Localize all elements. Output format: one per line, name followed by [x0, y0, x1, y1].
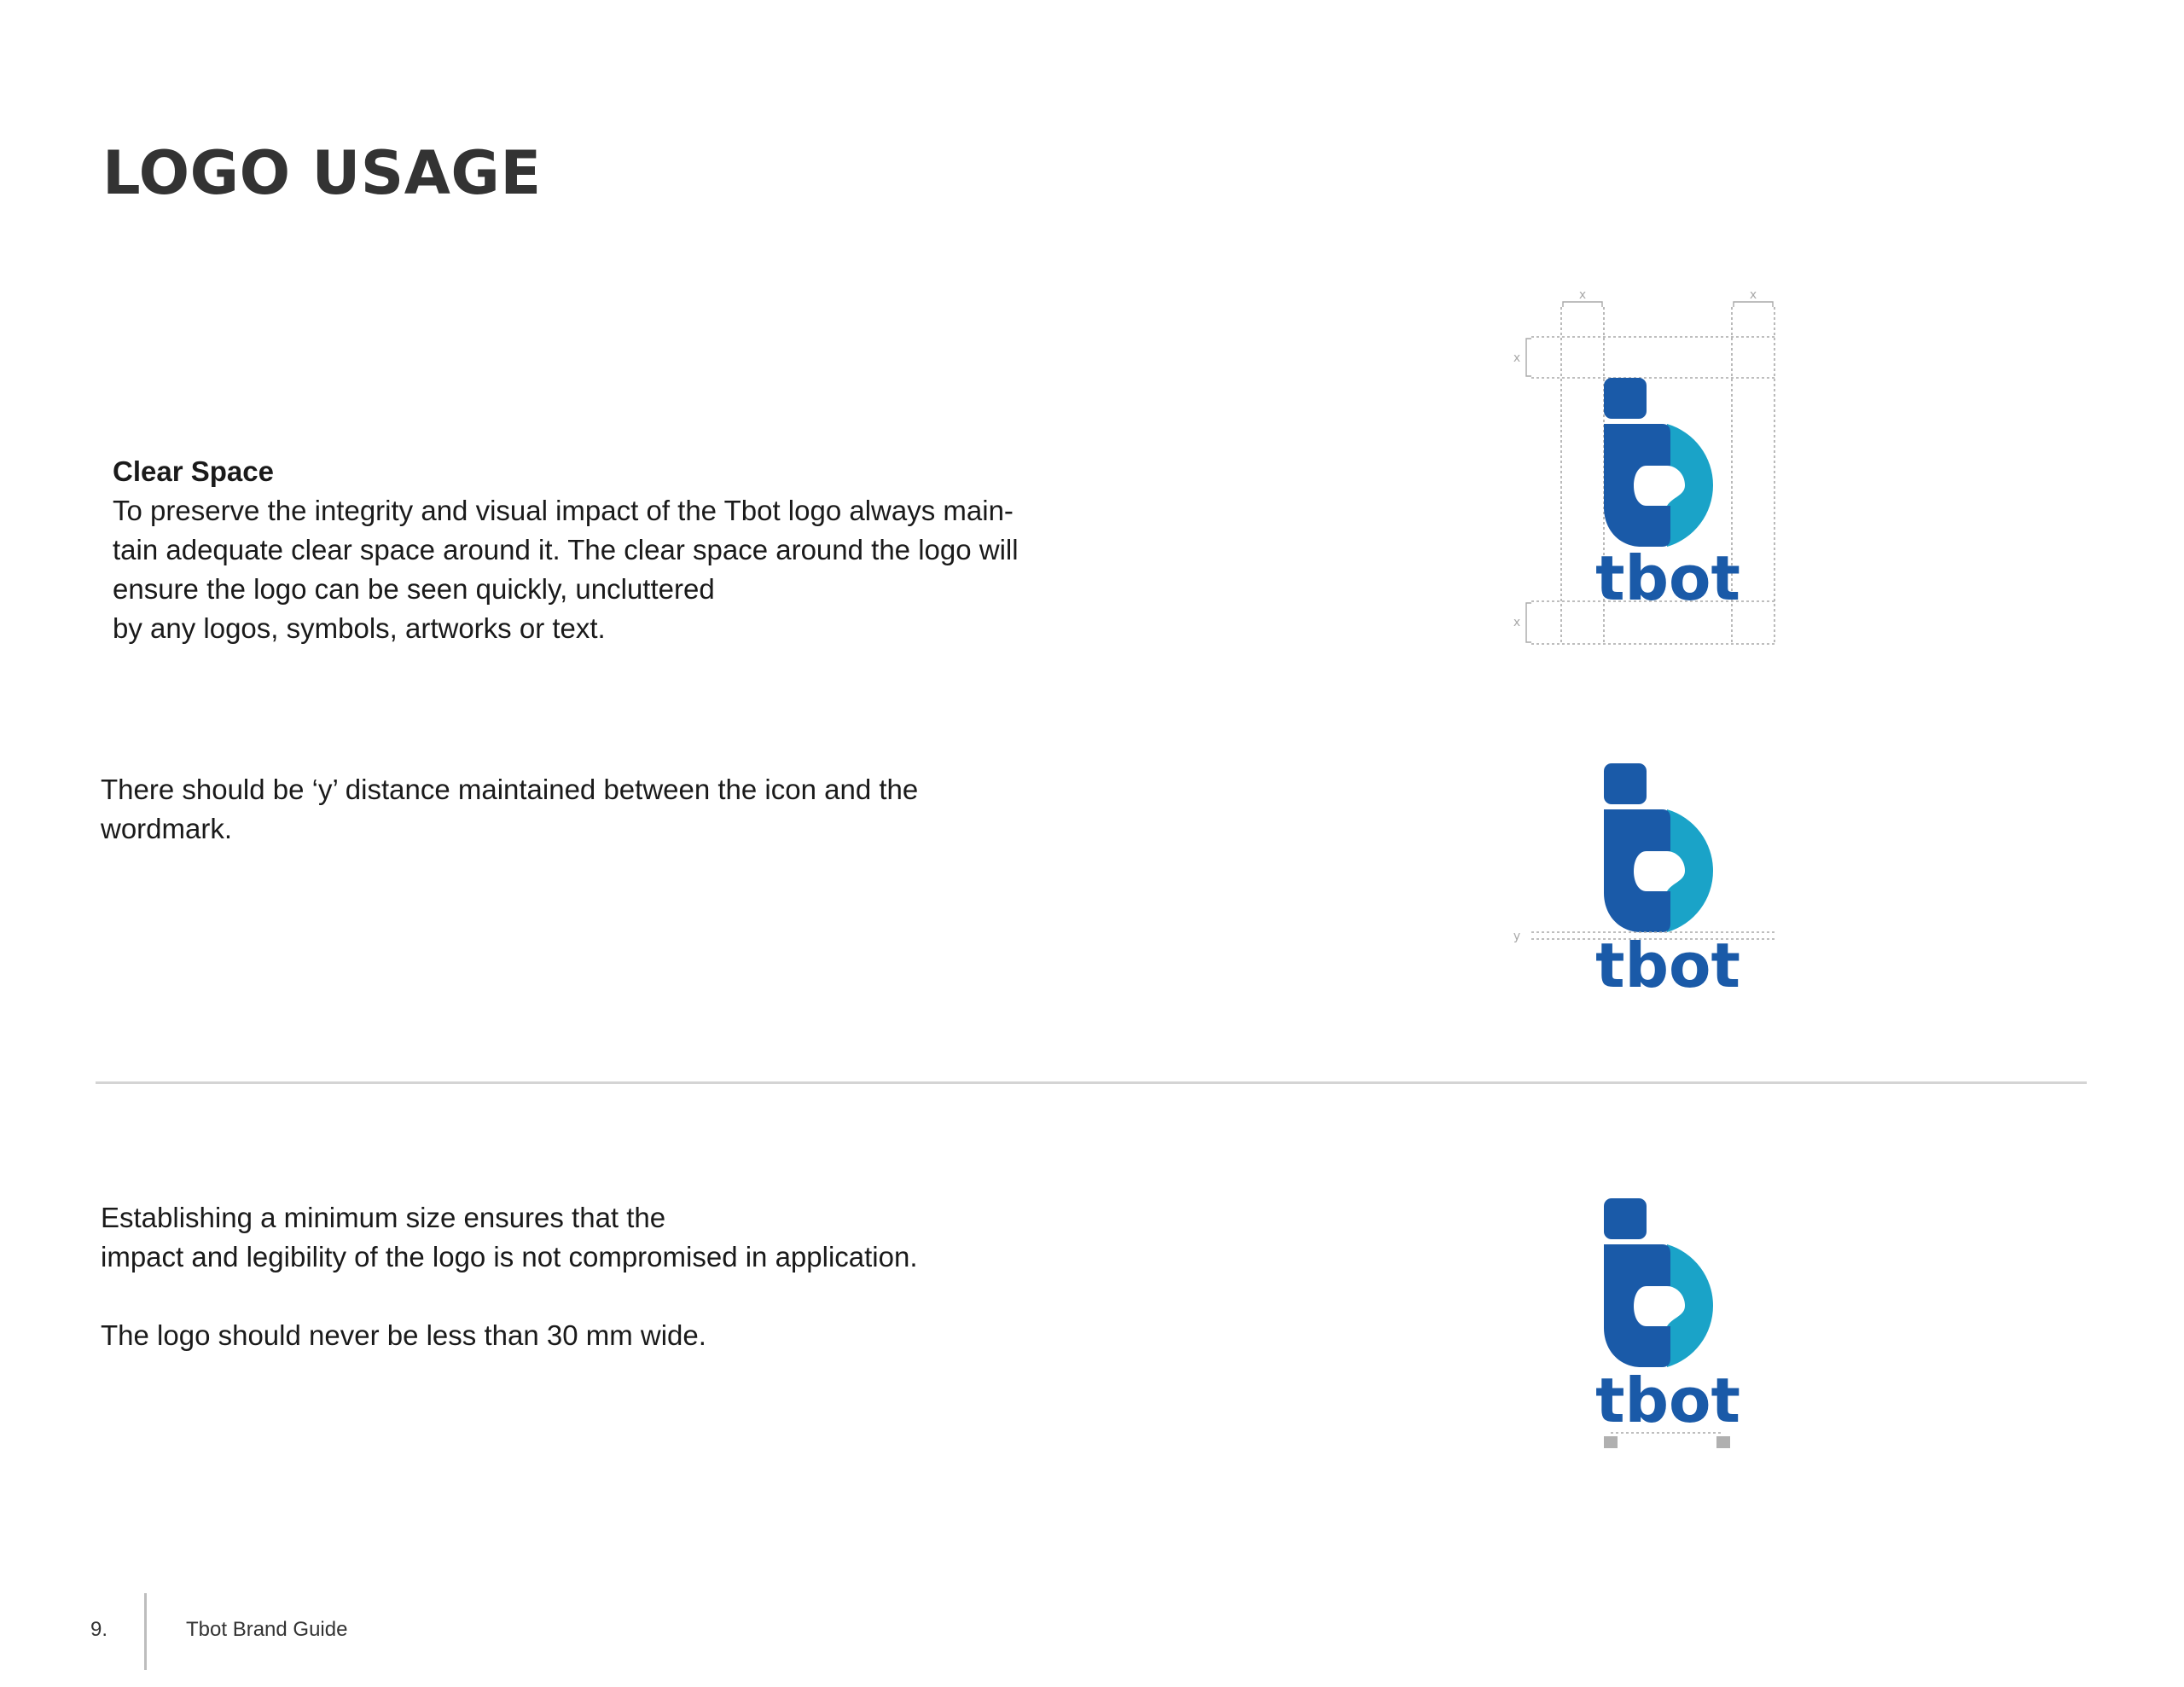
- y-distance-line: wordmark.: [101, 813, 233, 844]
- clear-space-line: ensure the logo can be seen quickly, uncluttered: [113, 573, 715, 605]
- guide-label-x: x: [1578, 288, 1587, 302]
- logo-dot: [1604, 763, 1647, 804]
- minimum-size-section: [101, 1198, 1082, 1355]
- y-distance-logo-figure: [1502, 751, 1783, 998]
- logo-bowl-accent: [1667, 424, 1713, 547]
- clear-space-section: [113, 452, 1094, 648]
- size-marker-left: [1604, 1436, 1618, 1448]
- logo-dot: [1604, 378, 1647, 419]
- logo-dot: [1604, 1198, 1647, 1239]
- clear-space-logo-figure: [1502, 281, 1783, 657]
- minimum-size-rule: The logo should never be less than 30 mm wide.: [101, 1319, 706, 1351]
- size-marker-right: [1716, 1436, 1730, 1448]
- logo-bowl-accent: [1667, 809, 1713, 932]
- footer-divider: [144, 1593, 147, 1670]
- section-divider: [96, 1081, 2087, 1084]
- guide-label-x: x: [1513, 351, 1521, 365]
- tbot-logo: [1595, 763, 1740, 998]
- tbot-logo: [1595, 1198, 1740, 1436]
- guide-label-x: x: [1513, 616, 1521, 629]
- logo-bowl-accent: [1667, 1244, 1713, 1367]
- footer-doc-title: Tbot Brand Guide: [186, 1618, 348, 1641]
- logo-stem: [1604, 809, 1670, 932]
- y-distance-section: [101, 770, 1039, 849]
- logo-stem: [1604, 424, 1670, 547]
- clear-space-heading: Clear Space: [113, 455, 274, 487]
- minimum-size-line: impact and legibility of the logo is not compromised in application.: [101, 1241, 918, 1272]
- clear-space-line: To preserve the integrity and visual impact of the Tbot logo always main-: [113, 495, 1014, 526]
- logo-stem: [1604, 1244, 1670, 1367]
- minimum-size-line: Establishing a minimum size ensures that the: [101, 1202, 666, 1233]
- logo-wordmark: tbot: [1595, 542, 1740, 614]
- logo-wordmark: tbot: [1595, 930, 1740, 998]
- clear-space-line: tain adequate clear space around it. The clear space around the logo will: [113, 534, 1019, 565]
- tbot-logo: [1595, 378, 1740, 614]
- page-title: LOGO USAGE: [102, 138, 542, 208]
- logo-wordmark: tbot: [1595, 1365, 1740, 1436]
- footer-page-number: 9.: [90, 1618, 108, 1641]
- clear-space-line: by any logos, symbols, artworks or text.: [113, 612, 606, 644]
- minimum-size-logo-figure: [1570, 1190, 1740, 1454]
- guide-label-x: x: [1749, 288, 1757, 302]
- guide-label-y: y: [1513, 930, 1521, 943]
- y-distance-line: There should be ‘y’ distance maintained between the icon and the: [101, 774, 919, 805]
